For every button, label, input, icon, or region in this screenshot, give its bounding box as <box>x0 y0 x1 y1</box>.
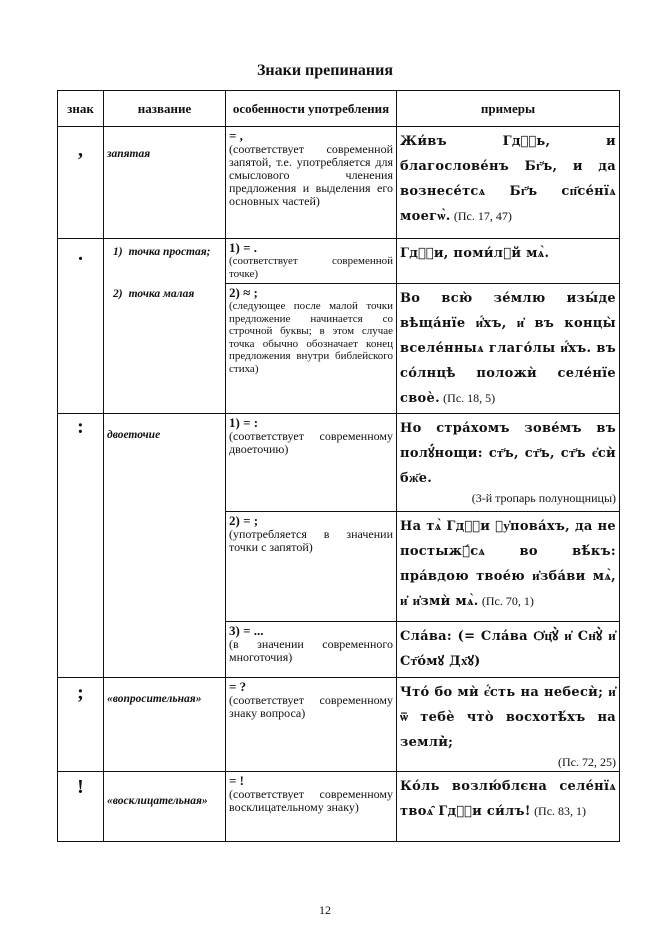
example-text: На тѧ̀ Гдⷭ҇и ᲂу҆пова́хъ, да не постыжꙋ́сѧ во вѣ́къ: пра́вдою твое́ю и҆зба́ви мѧ̀, и҆ и҆змѝ мѧ̀. <box>400 519 616 609</box>
name-label: запятая <box>107 148 151 160</box>
example-reference: (Пс. 83, 1) <box>534 804 587 818</box>
page-title: Знаки препинания <box>256 62 394 79</box>
table-header-row <box>58 91 620 127</box>
example-text: Но стра́хомъ зове́мъ въ полꙋ́нощи: ст҃ъ, ст҃ъ, ст҃ъ є҆сѝ бж҃е. <box>400 421 616 486</box>
example-cell <box>397 512 620 622</box>
example-text: Что́ бо мѝ є҆́сть на небесѝ; и҆ ѿ тебѐ что̀ восхотѣ́хъ на земли̇̀; <box>400 685 616 750</box>
example-cell <box>397 127 620 239</box>
name-label: «восклицательная» <box>107 795 208 807</box>
name-cell <box>104 772 226 842</box>
example-text: Жи́въ Гдⷭ҇ь, и благослове́нъ Бг҃ъ, и да вознесе́тсѧ Бг҃ъ сп҃се́нїѧ моегѡ̀. <box>400 134 616 224</box>
example-reference: (Пс. 17, 47) <box>453 209 512 223</box>
example-reference: (Пс. 70, 1) <box>481 594 534 608</box>
usage-cell <box>226 414 397 512</box>
usage-symbol: 1) = . <box>229 240 257 255</box>
usage-symbol: 2) = ; <box>229 513 259 528</box>
usage-symbol: = , <box>229 128 243 143</box>
usage-cell <box>226 678 397 772</box>
sign-cell: . <box>58 239 104 414</box>
sign-cell: ; <box>58 678 104 772</box>
usage-symbol: 3) = ... <box>229 623 264 638</box>
table-row-exclamation <box>58 772 620 842</box>
name-cell <box>104 239 226 414</box>
usage-description: (соответствует современному двоеточию) <box>229 429 393 456</box>
example-reference: (Пс. 18, 5) <box>443 391 496 405</box>
example-cell <box>397 239 620 284</box>
usage-symbol: = ? <box>229 679 247 694</box>
header-name: название <box>104 91 226 127</box>
name-label: «вопросительная» <box>107 693 202 705</box>
usage-symbol: = ! <box>229 773 244 788</box>
table-row-period-1 <box>58 239 620 284</box>
example-text: Во всю̀ зе́млю изы́де вѣща́нїе и҆́хъ, и҆ въ концы̀ вселе́нныѧ глаго́лы и҆́хъ. въ со́лнцѣ положѝ селе́нїе своѐ. <box>400 291 616 406</box>
usage-description: (употребляется в значении точки с запятой) <box>229 527 393 554</box>
sign-cell: , <box>58 127 104 239</box>
table-row-question <box>58 678 620 772</box>
usage-cell <box>226 239 397 284</box>
header-sign: знак <box>58 91 104 127</box>
sign-cell: : <box>58 414 104 678</box>
example-reference: (3-й тропарь полунощницы) <box>471 491 616 505</box>
usage-cell <box>226 127 397 239</box>
name-label: двоеточие <box>107 429 161 441</box>
name-item-number: 1) <box>113 246 123 258</box>
usage-symbol: 1) = : <box>229 415 259 430</box>
example-cell <box>397 284 620 414</box>
name-cell <box>104 414 226 678</box>
usage-cell <box>226 512 397 622</box>
example-cell <box>397 772 620 842</box>
example-text: Сла́ва: (= Сла́ва Ѻ҆ц҃ꙋ̀ и҆ Сн҃ꙋ̀ и҆ Ст҃о́мꙋ Дх҃ꙋ) <box>400 629 616 669</box>
usage-cell <box>226 622 397 678</box>
name-item <box>113 245 222 259</box>
example-cell <box>397 414 620 512</box>
name-cell <box>104 127 226 239</box>
usage-description: (в значении современного многоточия) <box>229 637 393 664</box>
name-item <box>113 287 222 301</box>
usage-description: (соответствует современному знаку вопроса) <box>229 693 393 720</box>
usage-cell <box>226 284 397 414</box>
punctuation-table <box>57 90 620 842</box>
usage-cell <box>226 772 397 842</box>
example-cell <box>397 622 620 678</box>
example-text: Ко́ль возлю́блєна селе́нїѧ твоѧ̑ Гдⷭ҇и си́лъ! <box>400 779 616 819</box>
example-cell <box>397 678 620 772</box>
name-cell <box>104 678 226 772</box>
usage-description: (соответствует современной запятой, т.е. употребляется для смыслового членения предложения и выделения его основных частей) <box>229 142 393 208</box>
header-examples: примеры <box>397 91 620 127</box>
usage-symbol: 2) ≈ ; <box>229 285 258 300</box>
example-reference: (Пс. 72, 25) <box>558 755 616 769</box>
name-item-label: точка простая; <box>128 246 211 258</box>
example-text: Гдⷭ҇и, поми́лꙋй мѧ̀. <box>400 246 550 261</box>
page-number: 12 <box>319 903 331 917</box>
sign-cell: ! <box>58 772 104 842</box>
table-row-colon-1 <box>58 414 620 512</box>
usage-description: (следующее после малой точки предложение начинается со строчной буквы; в этом случае точка обычно обозначает конец предложения внутри библейского стиха) <box>229 300 393 375</box>
name-item-label: точка малая <box>128 288 195 300</box>
usage-description: (соответствует современному восклицательному знаку) <box>229 787 393 814</box>
name-item-number: 2) <box>113 288 123 300</box>
usage-description: (соответствует современной точке) <box>229 255 393 280</box>
table-row-comma <box>58 127 620 239</box>
header-usage: особенности употребления <box>226 91 397 127</box>
